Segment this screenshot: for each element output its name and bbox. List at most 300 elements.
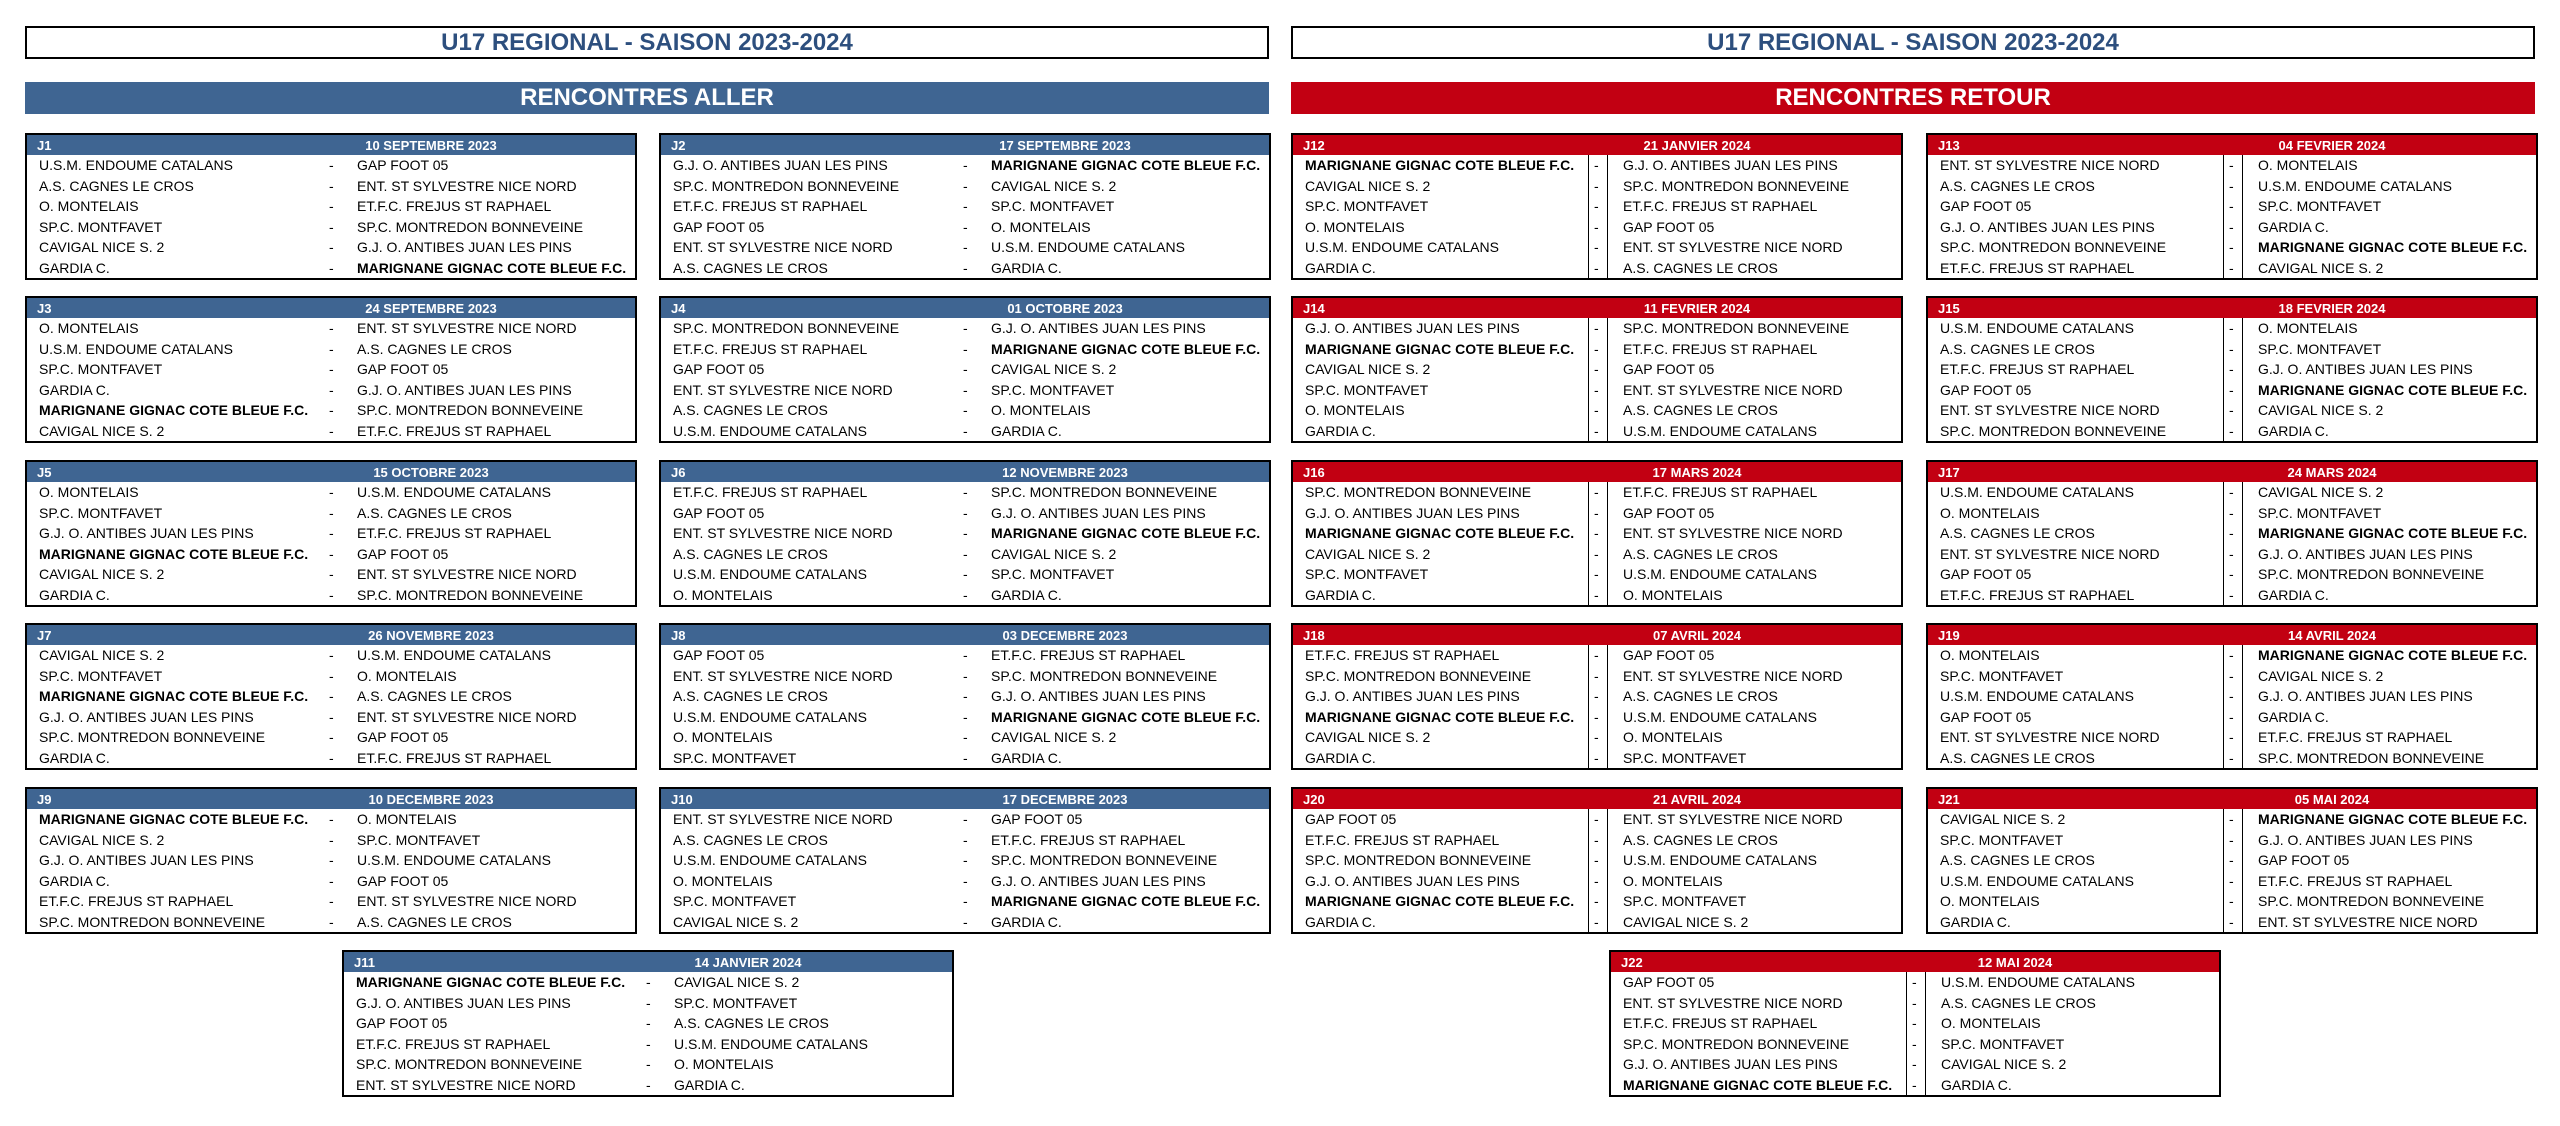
match-row [1928, 850, 2536, 871]
section-aller-header: RENCONTRES ALLER [25, 82, 1269, 114]
match-row [661, 645, 1269, 666]
match-separator: - [1912, 974, 1917, 991]
home-team: GARDIA C. [1940, 913, 2011, 930]
home-team: MARIGNANE GIGNAC COTE BLEUE F.C. [39, 811, 309, 828]
matchday-card-j4 [659, 296, 1271, 443]
match-separator: - [329, 198, 334, 215]
home-team: ET.F.C. FREJUS ST RAPHAEL [1940, 586, 2135, 603]
match-list [1928, 155, 2536, 278]
match-separator: - [2229, 872, 2234, 889]
home-team: ET.F.C. FREJUS ST RAPHAEL [1305, 647, 1500, 664]
away-team: O. MONTELAIS [991, 402, 1091, 419]
home-team: U.S.M. ENDOUME CATALANS [1940, 320, 2134, 337]
away-team: MARIGNANE GIGNAC COTE BLEUE F.C. [991, 157, 1261, 174]
away-team: SP.C. MONTFAVET [1623, 893, 1747, 910]
home-team: ET.F.C. FREJUS ST RAPHAEL [1305, 831, 1500, 848]
home-team: GAP FOOT 05 [673, 504, 765, 521]
away-team: G.J. O. ANTIBES JUAN LES PINS [2258, 688, 2473, 705]
home-team: CAVIGAL NICE S. 2 [1305, 177, 1431, 194]
match-separator: - [2229, 831, 2234, 848]
home-team: ENT. ST SYLVESTRE NICE NORD [356, 1076, 576, 1093]
section-retour-header: RENCONTRES RETOUR [1291, 82, 2535, 114]
match-row [661, 359, 1269, 380]
match-separator: - [329, 913, 334, 930]
match-separator: - [2229, 852, 2234, 869]
away-team: GARDIA C. [991, 586, 1062, 603]
home-team: O. MONTELAIS [673, 586, 773, 603]
match-separator: - [1594, 525, 1599, 542]
away-team: GAP FOOT 05 [991, 811, 1083, 828]
match-separator: - [963, 525, 968, 542]
matchday-header [661, 298, 1269, 318]
match-row [1293, 196, 1901, 217]
home-team: GAP FOOT 05 [1940, 566, 2032, 583]
away-team: A.S. CAGNES LE CROS [357, 688, 512, 705]
home-team: GARDIA C. [39, 381, 110, 398]
match-row [1928, 380, 2536, 401]
home-team: MARIGNANE GIGNAC COTE BLEUE F.C. [1305, 893, 1575, 910]
match-separator: - [329, 893, 334, 910]
match-row [1611, 1013, 2219, 1034]
home-team: A.S. CAGNES LE CROS [1940, 852, 2095, 869]
matchday-date: 21 AVRIL 2024 [1653, 791, 1741, 807]
home-team: G.J. O. ANTIBES JUAN LES PINS [1940, 218, 2155, 235]
match-list [1293, 318, 1901, 441]
match-separator: - [329, 688, 334, 705]
match-row [1928, 503, 2536, 524]
matchday-date: 17 SEPTEMBRE 2023 [999, 137, 1131, 153]
home-team: SP.C. MONTFAVET [673, 749, 797, 766]
match-row [344, 972, 952, 993]
match-separator: - [329, 239, 334, 256]
match-list [661, 809, 1269, 932]
title-right: U17 REGIONAL - SAISON 2023-2024 [1291, 26, 2535, 59]
matchday-card-j8 [659, 623, 1271, 770]
matchday-date: 12 NOVEMBRE 2023 [1002, 464, 1128, 480]
away-team: MARIGNANE GIGNAC COTE BLEUE F.C. [2258, 239, 2528, 256]
match-row [1293, 176, 1901, 197]
home-team: ENT. ST SYLVESTRE NICE NORD [673, 811, 893, 828]
away-team: GAP FOOT 05 [1623, 361, 1715, 378]
match-separator: - [1594, 647, 1599, 664]
matchday-number: J13 [1938, 137, 1960, 153]
matchday-card-j5 [25, 460, 637, 607]
match-separator: - [963, 402, 968, 419]
home-team: G.J. O. ANTIBES JUAN LES PINS [39, 525, 254, 542]
matchday-card-j17 [1926, 460, 2538, 607]
match-separator: - [1594, 361, 1599, 378]
home-team: G.J. O. ANTIBES JUAN LES PINS [1305, 320, 1520, 337]
home-team: SP.C. MONTREDON BONNEVEINE [1940, 422, 2167, 439]
match-row [27, 686, 635, 707]
matchday-number: J8 [671, 627, 686, 643]
home-team: CAVIGAL NICE S. 2 [39, 647, 165, 664]
match-row [1928, 155, 2536, 176]
match-separator: - [1594, 913, 1599, 930]
match-separator: - [963, 177, 968, 194]
match-list [1928, 645, 2536, 768]
match-row [1611, 1054, 2219, 1075]
match-row [1928, 707, 2536, 728]
match-separator: - [329, 647, 334, 664]
away-team: SP.C. MONTFAVET [1623, 749, 1747, 766]
match-separator: - [963, 545, 968, 562]
match-separator: - [2229, 545, 2234, 562]
match-separator: - [1912, 1076, 1917, 1093]
away-team: G.J. O. ANTIBES JUAN LES PINS [1623, 157, 1838, 174]
home-team: O. MONTELAIS [1940, 504, 2040, 521]
home-team: GAP FOOT 05 [1623, 974, 1715, 991]
match-row [661, 503, 1269, 524]
match-row [1293, 727, 1901, 748]
home-team: SP.C. MONTREDON BONNEVEINE [1940, 239, 2167, 256]
home-team: GAP FOOT 05 [673, 361, 765, 378]
home-team: SP.C. MONTFAVET [39, 361, 163, 378]
matchday-number: J22 [1621, 954, 1643, 970]
matchday-header [27, 625, 635, 645]
match-row [661, 258, 1269, 279]
home-team: GAP FOOT 05 [356, 1015, 448, 1032]
away-team: O. MONTELAIS [1941, 1015, 2041, 1032]
match-separator: - [1594, 566, 1599, 583]
match-row [27, 503, 635, 524]
match-separator: - [2229, 198, 2234, 215]
away-team: A.S. CAGNES LE CROS [1623, 259, 1778, 276]
match-separator: - [329, 708, 334, 725]
match-separator: - [646, 994, 651, 1011]
match-separator: - [2229, 586, 2234, 603]
away-team: CAVIGAL NICE S. 2 [2258, 667, 2384, 684]
match-separator: - [2229, 504, 2234, 521]
match-row [27, 727, 635, 748]
match-separator: - [2229, 402, 2234, 419]
match-separator: - [963, 729, 968, 746]
away-team: ET.F.C. FREJUS ST RAPHAEL [357, 525, 552, 542]
home-team: O. MONTELAIS [39, 320, 139, 337]
match-separator: - [1594, 708, 1599, 725]
match-row [27, 155, 635, 176]
away-team: GARDIA C. [2258, 708, 2329, 725]
match-separator: - [329, 749, 334, 766]
away-team: CAVIGAL NICE S. 2 [1623, 913, 1749, 930]
away-team: U.S.M. ENDOUME CATALANS [674, 1035, 868, 1052]
away-team: ENT. ST SYLVESTRE NICE NORD [2258, 913, 2478, 930]
match-row [1928, 359, 2536, 380]
home-team: GAP FOOT 05 [1940, 198, 2032, 215]
match-list [27, 809, 635, 932]
home-team: U.S.M. ENDOUME CATALANS [673, 566, 867, 583]
match-row [1928, 421, 2536, 442]
away-team: U.S.M. ENDOUME CATALANS [1623, 852, 1817, 869]
away-team: SP.C. MONTFAVET [674, 994, 798, 1011]
home-team: MARIGNANE GIGNAC COTE BLEUE F.C. [1305, 340, 1575, 357]
matchday-number: J7 [37, 627, 52, 643]
away-team: CAVIGAL NICE S. 2 [991, 729, 1117, 746]
match-separator: - [2229, 749, 2234, 766]
home-team: CAVIGAL NICE S. 2 [39, 422, 165, 439]
match-separator: - [329, 872, 334, 889]
match-row [1928, 912, 2536, 933]
home-team: MARIGNANE GIGNAC COTE BLEUE F.C. [1623, 1076, 1893, 1093]
match-row [1928, 891, 2536, 912]
match-row [661, 891, 1269, 912]
matchday-card-j20 [1291, 787, 1903, 934]
away-team: SP.C. MONTREDON BONNEVEINE [1623, 177, 1850, 194]
home-team: CAVIGAL NICE S. 2 [1305, 545, 1431, 562]
match-row [27, 585, 635, 606]
away-team: G.J. O. ANTIBES JUAN LES PINS [991, 504, 1206, 521]
away-team: U.S.M. ENDOUME CATALANS [357, 484, 551, 501]
away-team: O. MONTELAIS [357, 811, 457, 828]
match-list [1293, 809, 1901, 932]
match-separator: - [963, 422, 968, 439]
match-separator: - [2229, 893, 2234, 910]
match-row [1928, 339, 2536, 360]
matchday-card-j12 [1291, 133, 1903, 280]
matchday-date: 17 DECEMBRE 2023 [1002, 791, 1128, 807]
home-team: A.S. CAGNES LE CROS [673, 402, 828, 419]
away-team: A.S. CAGNES LE CROS [1623, 831, 1778, 848]
home-team: GAP FOOT 05 [673, 218, 765, 235]
home-team: O. MONTELAIS [39, 484, 139, 501]
away-team: GARDIA C. [1941, 1076, 2012, 1093]
match-separator: - [963, 749, 968, 766]
home-team: SP.C. MONTFAVET [39, 218, 163, 235]
match-row [344, 1013, 952, 1034]
away-team: SP.C. MONTFAVET [991, 566, 1115, 583]
matchday-header [1928, 789, 2536, 809]
match-row [27, 564, 635, 585]
matchday-number: J17 [1938, 464, 1960, 480]
away-team: CAVIGAL NICE S. 2 [2258, 402, 2384, 419]
match-separator: - [1594, 177, 1599, 194]
matchday-number: J12 [1303, 137, 1325, 153]
home-team: CAVIGAL NICE S. 2 [673, 913, 799, 930]
match-separator: - [1594, 239, 1599, 256]
away-team: MARIGNANE GIGNAC COTE BLEUE F.C. [2258, 525, 2528, 542]
home-team: O. MONTELAIS [1940, 893, 2040, 910]
away-team: GAP FOOT 05 [357, 545, 449, 562]
match-row [27, 380, 635, 401]
match-separator: - [329, 381, 334, 398]
match-row [661, 748, 1269, 769]
match-separator: - [646, 1056, 651, 1073]
home-team: U.S.M. ENDOUME CATALANS [39, 157, 233, 174]
match-row [661, 585, 1269, 606]
match-row [1293, 339, 1901, 360]
home-team: U.S.M. ENDOUME CATALANS [39, 340, 233, 357]
away-team: MARIGNANE GIGNAC COTE BLEUE F.C. [991, 525, 1261, 542]
match-separator: - [1912, 1035, 1917, 1052]
title-left: U17 REGIONAL - SAISON 2023-2024 [25, 26, 1269, 59]
matchday-date: 01 OCTOBRE 2023 [1007, 300, 1123, 316]
matchday-date: 03 DECEMBRE 2023 [1002, 627, 1128, 643]
matchday-header [661, 625, 1269, 645]
matchday-number: J14 [1303, 300, 1325, 316]
home-team: ET.F.C. FREJUS ST RAPHAEL [1940, 361, 2135, 378]
match-separator: - [1594, 157, 1599, 174]
away-team: GARDIA C. [991, 913, 1062, 930]
matchday-card-j9 [25, 787, 637, 934]
match-separator: - [963, 586, 968, 603]
match-row [1928, 237, 2536, 258]
match-row [27, 912, 635, 933]
match-separator: - [2229, 484, 2234, 501]
home-team: U.S.M. ENDOUME CATALANS [1305, 239, 1499, 256]
match-separator: - [329, 545, 334, 562]
matchday-header [27, 462, 635, 482]
matchday-date: 14 JANVIER 2024 [694, 954, 802, 970]
match-separator: - [1594, 586, 1599, 603]
away-team: SP.C. MONTREDON BONNEVEINE [357, 218, 584, 235]
match-row [1293, 237, 1901, 258]
home-team: G.J. O. ANTIBES JUAN LES PINS [1305, 688, 1520, 705]
match-separator: - [329, 831, 334, 848]
match-separator: - [963, 218, 968, 235]
home-team: GAP FOOT 05 [1305, 811, 1397, 828]
matchday-card-j22 [1609, 950, 2221, 1097]
home-team: SP.C. MONTREDON BONNEVEINE [1623, 1035, 1850, 1052]
matchday-date: 05 MAI 2024 [2294, 791, 2370, 807]
match-row [27, 523, 635, 544]
matchday-date: 12 MAI 2024 [1977, 954, 2053, 970]
match-list [27, 318, 635, 441]
away-team: G.J. O. ANTIBES JUAN LES PINS [2258, 361, 2473, 378]
matchday-header [1928, 298, 2536, 318]
match-separator: - [329, 422, 334, 439]
match-row [1611, 972, 2219, 993]
home-team: SP.C. MONTREDON BONNEVEINE [1305, 852, 1532, 869]
match-row [661, 850, 1269, 871]
matchday-card-j6 [659, 460, 1271, 607]
home-team: U.S.M. ENDOUME CATALANS [1940, 484, 2134, 501]
home-team: U.S.M. ENDOUME CATALANS [1940, 872, 2134, 889]
match-row [661, 544, 1269, 565]
matchday-date: 04 FEVRIER 2024 [2278, 137, 2386, 153]
match-separator: - [963, 647, 968, 664]
matchday-header [661, 462, 1269, 482]
match-row [27, 237, 635, 258]
match-separator: - [1594, 872, 1599, 889]
match-row [661, 686, 1269, 707]
home-team: SP.C. MONTREDON BONNEVEINE [1305, 667, 1532, 684]
matchday-card-j2 [659, 133, 1271, 280]
home-team: GARDIA C. [1305, 586, 1376, 603]
home-team: SP.C. MONTREDON BONNEVEINE [1305, 484, 1532, 501]
away-team: MARIGNANE GIGNAC COTE BLEUE F.C. [991, 708, 1261, 725]
match-separator: - [2229, 157, 2234, 174]
away-team: ENT. ST SYLVESTRE NICE NORD [1623, 381, 1843, 398]
home-team: GARDIA C. [39, 749, 110, 766]
away-team: ET.F.C. FREJUS ST RAPHAEL [1623, 484, 1818, 501]
away-team: A.S. CAGNES LE CROS [674, 1015, 829, 1032]
matchday-header [1293, 135, 1901, 155]
home-team: U.S.M. ENDOUME CATALANS [673, 852, 867, 869]
away-team: ET.F.C. FREJUS ST RAPHAEL [991, 647, 1186, 664]
away-team: MARIGNANE GIGNAC COTE BLEUE F.C. [2258, 647, 2528, 664]
match-separator: - [963, 872, 968, 889]
match-row [1928, 727, 2536, 748]
away-team: SP.C. MONTREDON BONNEVEINE [1623, 320, 1850, 337]
away-team: O. MONTELAIS [357, 667, 457, 684]
away-team: U.S.M. ENDOUME CATALANS [357, 852, 551, 869]
matchday-header [27, 789, 635, 809]
home-team: CAVIGAL NICE S. 2 [39, 566, 165, 583]
match-row [1293, 871, 1901, 892]
match-row [1293, 645, 1901, 666]
away-team: U.S.M. ENDOUME CATALANS [1623, 422, 1817, 439]
away-team: CAVIGAL NICE S. 2 [674, 974, 800, 991]
match-row [27, 482, 635, 503]
matchday-card-j18 [1291, 623, 1903, 770]
matchday-card-j7 [25, 623, 637, 770]
home-team: MARIGNANE GIGNAC COTE BLEUE F.C. [1305, 708, 1575, 725]
matchday-header [1293, 789, 1901, 809]
matchday-header [1928, 625, 2536, 645]
match-row [661, 707, 1269, 728]
match-list [1611, 972, 2219, 1095]
away-team: O. MONTELAIS [1623, 872, 1723, 889]
away-team: GARDIA C. [991, 749, 1062, 766]
away-team: U.S.M. ENDOUME CATALANS [357, 647, 551, 664]
away-team: GAP FOOT 05 [1623, 218, 1715, 235]
match-row [1293, 850, 1901, 871]
match-separator: - [329, 218, 334, 235]
match-separator: - [2229, 729, 2234, 746]
away-team: CAVIGAL NICE S. 2 [991, 177, 1117, 194]
match-separator: - [1594, 340, 1599, 357]
match-row [1293, 217, 1901, 238]
home-team: SP.C. MONTFAVET [1305, 566, 1429, 583]
match-separator: - [1912, 994, 1917, 1011]
home-team: U.S.M. ENDOUME CATALANS [673, 422, 867, 439]
away-team: ET.F.C. FREJUS ST RAPHAEL [2258, 729, 2453, 746]
matchday-number: J5 [37, 464, 52, 480]
matchday-card-j13 [1926, 133, 2538, 280]
matchday-date: 24 MARS 2024 [2287, 464, 2377, 480]
match-list [344, 972, 952, 1095]
match-separator: - [2229, 525, 2234, 542]
home-team: MARIGNANE GIGNAC COTE BLEUE F.C. [39, 402, 309, 419]
home-team: G.J. O. ANTIBES JUAN LES PINS [1305, 872, 1520, 889]
away-team: ENT. ST SYLVESTRE NICE NORD [357, 566, 577, 583]
match-row [661, 482, 1269, 503]
away-team: A.S. CAGNES LE CROS [357, 340, 512, 357]
home-team: SP.C. MONTREDON BONNEVEINE [39, 729, 266, 746]
home-team: ENT. ST SYLVESTRE NICE NORD [673, 381, 893, 398]
away-team: ENT. ST SYLVESTRE NICE NORD [357, 320, 577, 337]
match-row [27, 645, 635, 666]
home-team: ENT. ST SYLVESTRE NICE NORD [1940, 402, 2160, 419]
match-row [27, 871, 635, 892]
home-team: A.S. CAGNES LE CROS [39, 177, 194, 194]
matchday-number: J20 [1303, 791, 1325, 807]
away-team: GARDIA C. [991, 259, 1062, 276]
home-team: ET.F.C. FREJUS ST RAPHAEL [673, 340, 868, 357]
match-row [1928, 871, 2536, 892]
away-team: U.S.M. ENDOUME CATALANS [1623, 566, 1817, 583]
away-team: MARIGNANE GIGNAC COTE BLEUE F.C. [991, 893, 1261, 910]
home-team: O. MONTELAIS [673, 729, 773, 746]
matchday-date: 18 FEVRIER 2024 [2278, 300, 2386, 316]
match-row [1928, 523, 2536, 544]
home-team: SP.C. MONTFAVET [1940, 831, 2064, 848]
home-team: GARDIA C. [1305, 913, 1376, 930]
match-row [27, 217, 635, 238]
matchday-number: J10 [671, 791, 693, 807]
match-separator: - [963, 484, 968, 501]
match-separator: - [963, 259, 968, 276]
